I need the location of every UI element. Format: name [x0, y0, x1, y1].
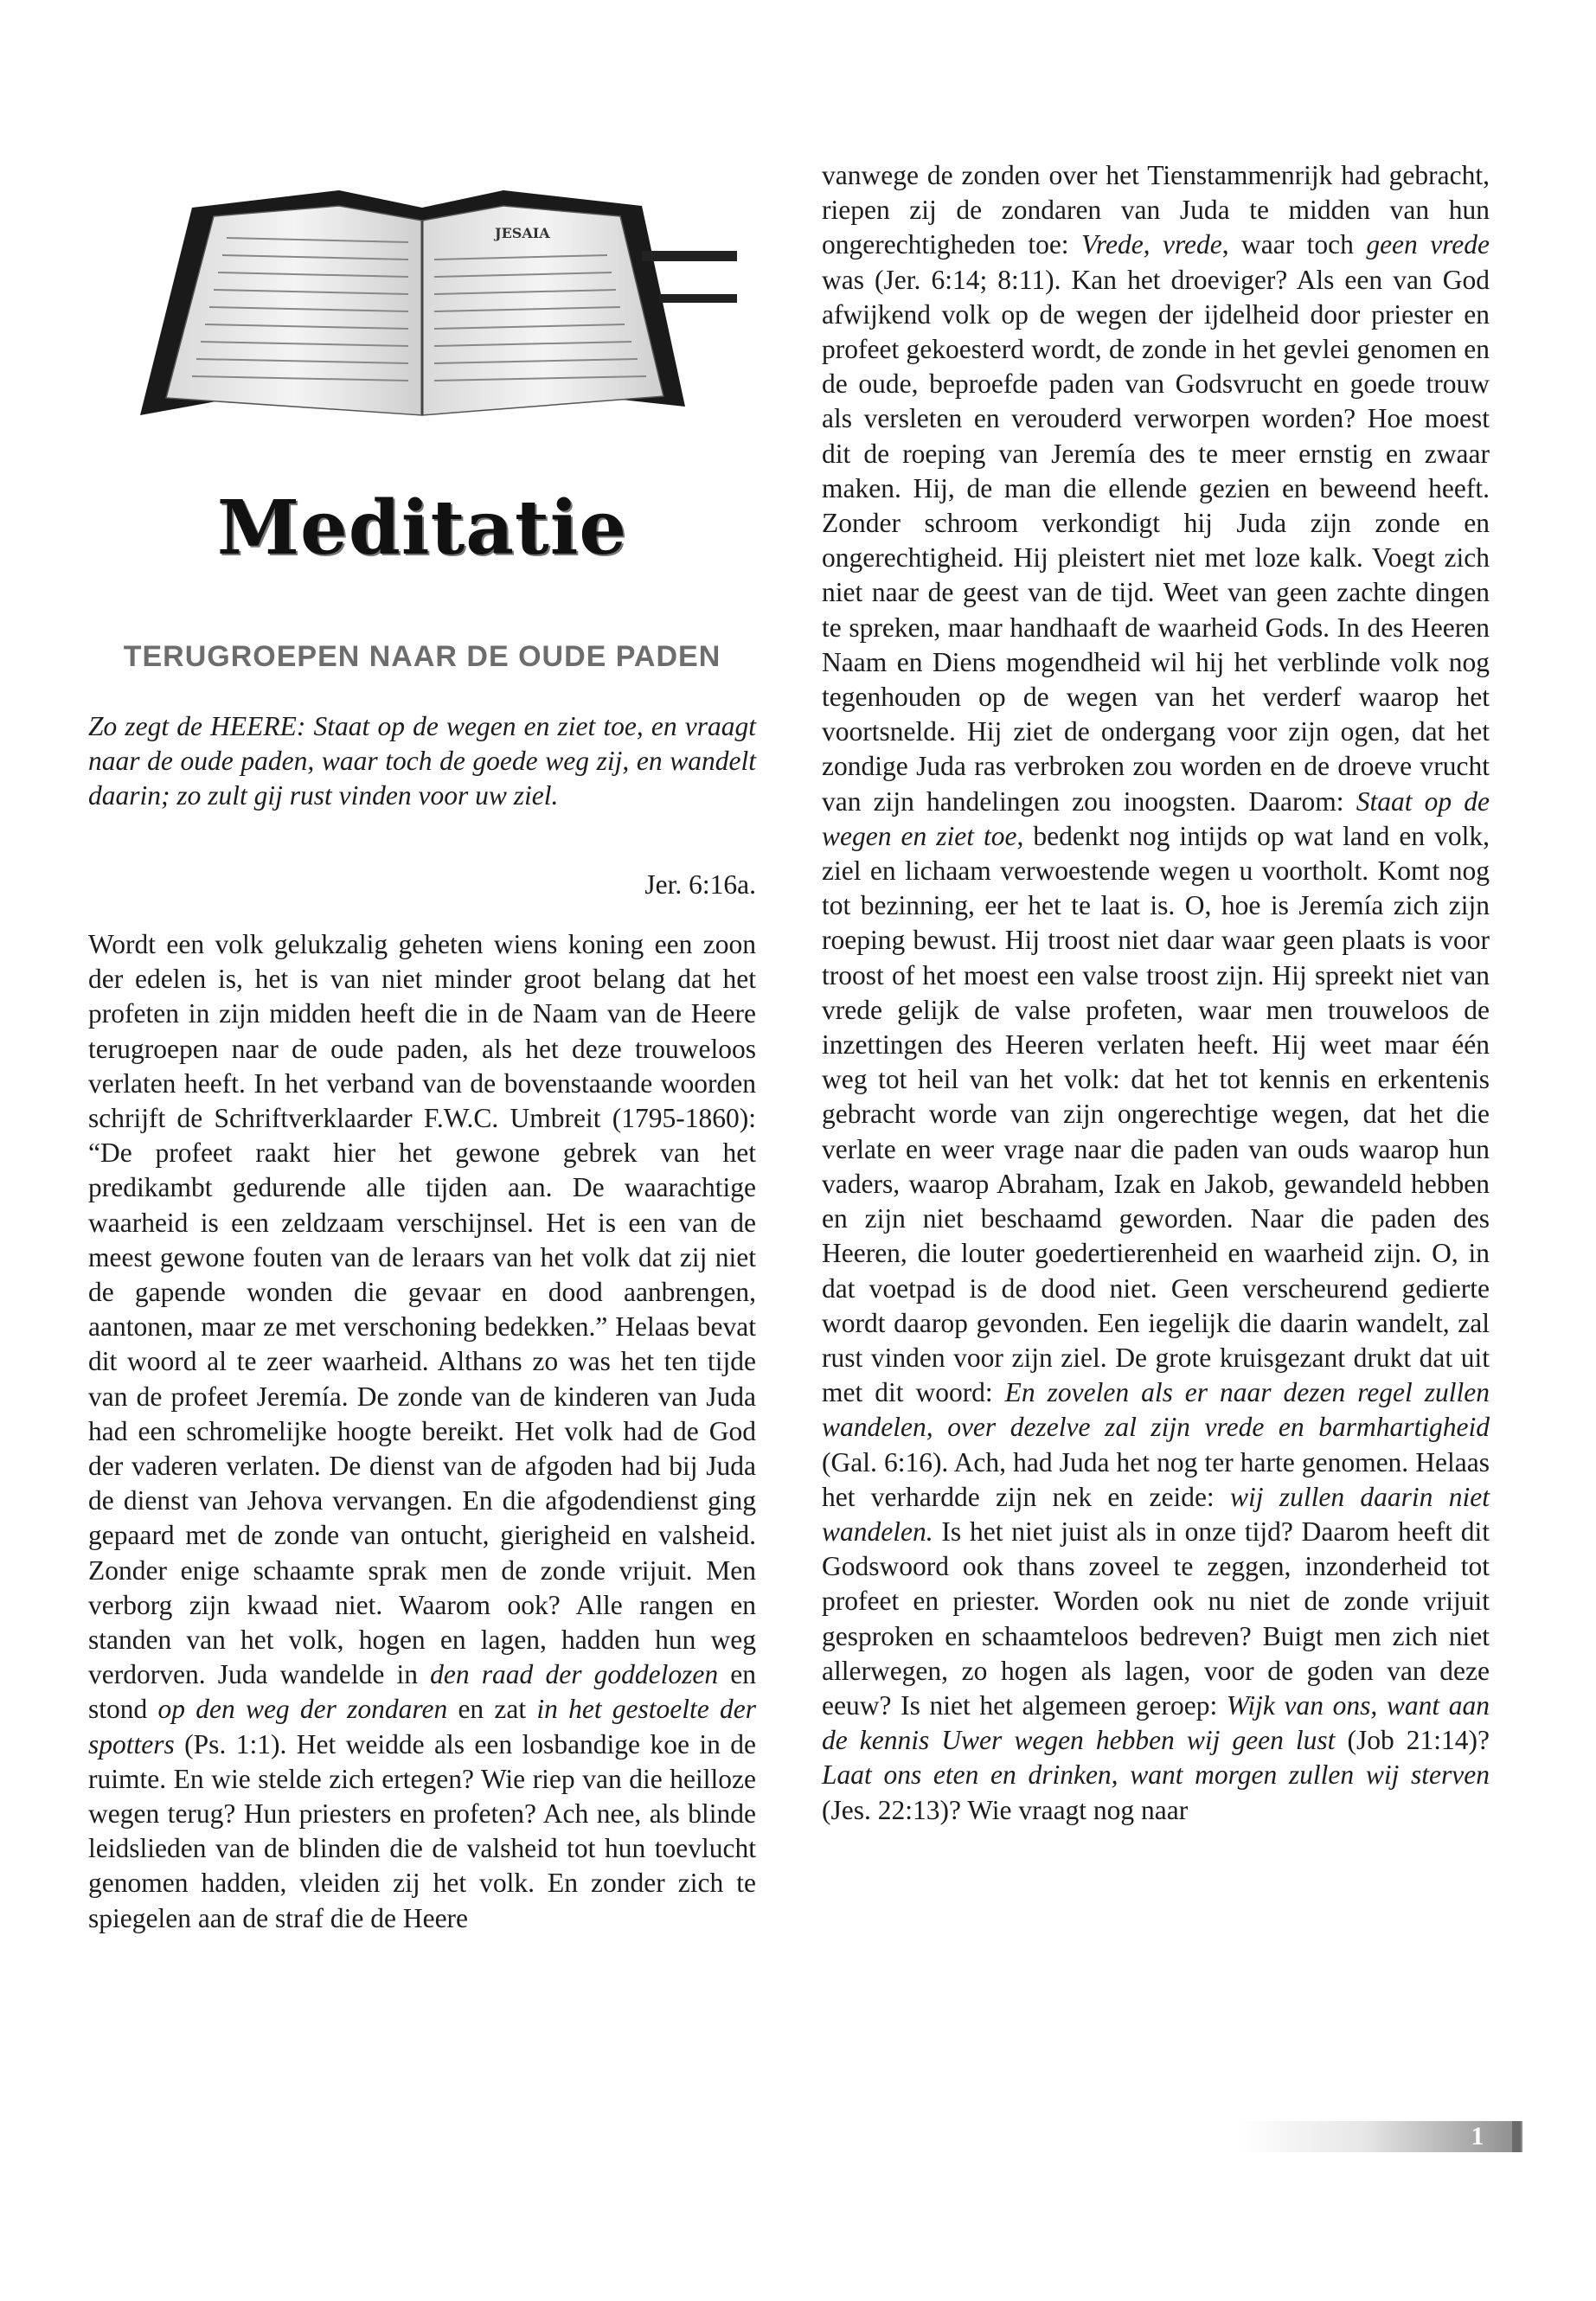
- article-heading: TERUGROEPEN NAAR DE OUDE PADEN: [123, 640, 721, 673]
- open-bible-icon: [88, 156, 756, 467]
- body-paragraph-right: [822, 158, 1490, 1828]
- text-span: , bedenkt nog intijds op wat land en volk, ziel en lichaam verwoestende wegen u voortholt. Komt nog tot bezinning, eer het te laat is. O, hoe is Jeremía zich zijn roeping bewust. Hij troost niet daar waar geen plaats is voor troost of het moest een valse troost zijn. Hij spreekt niet van vrede gelijk de valse profeten, waar men trouweloos de inzettingen des Heeren verlaten heeft. Hij weet maar één weg tot heil van het volk: dat het tot kennis en erkentenis gebracht worde van zijn ongerechtige wegen, dat het die verlate en weer vrage naar die paden van ouds waarop hun vaders, waarop Abraham, Izak en Jakob, gewandeld hebben en zijn niet beschaamd geworden. Naar die paden des Heeren, die louter goedertierenheid en waarheid zijn. O, in dat voetpad is de dood niet. Geen verscheurend gedierte wordt daarop gevonden. Een iegelijk die daarin wandelt, zal rust vinden voor zijn ziel. De grote kruisgezant drukt dat uit met dit woord:: [822, 820, 1490, 1408]
- open-bible-illustration: [88, 156, 756, 467]
- book-clasp-top: [642, 251, 737, 261]
- text-span: , waar toch: [1221, 229, 1367, 260]
- italic-quote-span: Staat op de wegen en ziet toe: [822, 785, 1490, 851]
- body-paragraph-left: [88, 927, 756, 1936]
- page-number: 1: [1471, 2122, 1484, 2150]
- masthead-title: Meditatie: [216, 484, 628, 572]
- italic-quote-span: Vrede, vrede: [1080, 229, 1222, 260]
- epigraph-quote: Zo zegt de HEERE: Staat op de wegen en ziet toe, en vraagt naar de oude paden, waar toch de goede weg zij, en wandelt daarin; zo zult gij rust vinden voor uw ziel.: [88, 711, 756, 811]
- text-span: en stond: [88, 1659, 757, 1725]
- text-span: (Job 21:14)?: [1335, 1725, 1490, 1756]
- text-span: Is het niet juist als in onze tijd? Daarom heeft dit Godswoord ook thans zoveel te zeggen, inzonderheid tot profeet en priester. Worden ook nu niet de zonde vrijuit gesproken en schaamteloos bedreven? Buigt men zich niet allerwegen, zo hogen als lagen, voor de goden van deze eeuw? Is niet het algemeen geroep:: [822, 1516, 1490, 1721]
- book-header-text: JESAIA: [495, 225, 550, 241]
- footer-tab: [1512, 2121, 1521, 2152]
- epigraph-reference: Jer. 6:16a.: [644, 869, 756, 900]
- body-text-left-column: [88, 927, 756, 1936]
- body-text-right-column: [822, 158, 1490, 1828]
- text-span: (Ps. 1:1). Het weidde als een losbandige koe in de ruimte. En wie stelde zich ertegen? Wie riep van die heilloze wegen terug? Hun priesters en profeten? Ach nee, als blinde leidslieden van de blinden die de valsheid tot hun toevlucht genomen hadden, vleiden zij het volk. En zonder zich te spiegelen aan de straf die de Heere: [88, 1728, 756, 1933]
- text-span: vanwege de zonden over het Tienstammenrijk had gebracht, riepen zij de zondaren van Juda te midden van hun ongerechtigheden toe:: [822, 160, 1490, 260]
- text-span: (Jes. 22:13)? Wie vraagt nog naar: [822, 1794, 1189, 1825]
- text-span: en zat: [447, 1694, 537, 1725]
- text-span: Wordt een volk gelukzalig geheten wiens koning een zoon der edelen is, het is van niet minder groot belang dat het profeten in zijn midden heeft die in de Naam van de Heere terugroepen naar de oude paden, als het deze trouweloos verlaten heeft. In het verband van de bovenstaande woorden schrijft de Schriftverklaarder F.W.C. Umbreit (1795-1860): “De profeet raakt hier het gewone gebrek van het predikambt gedurende alle tijden aan. De waarachtige waarheid is een zeldzaam verschijnsel. Het is een van de meest gewone fouten van de leraars van het volk dat zij niet de gapende wonden die gevaar en dood aanbrengen, aantonen, maar ze met verschoning bedekken.” Helaas bevat dit woord al te zeer waarheid. Althans zo was het ten tijde van de profeet Jeremía. De zonde van de kinderen van Juda had een schromelijke hoogte bereikt. Het volk had de God der vaderen verlaten. De dienst van de afgoden had bij Juda de dienst van Jehova vervangen. En die afgodendienst ging gepaard met de zonde van ontucht, gierigheid en valsheid. Zonder enige schaamte sprak men de zonde vrijuit. Men verborg zijn kwaad niet. Waarom ook? Alle rangen en standen van het volk, hogen en lagen, hadden hun weg verdorven. Juda wandelde in: [88, 929, 756, 1690]
- italic-quote-span: op den weg der zondaren: [157, 1694, 448, 1725]
- italic-quote-span: En zovelen als er naar dezen regel zullen wandelen, over dezelve zal zijn vrede en barmhartigheid: [822, 1377, 1490, 1443]
- italic-quote-span: Wijk van ons, want aan de kennis Uwer wegen hebben wij geen lust: [822, 1689, 1490, 1756]
- book-clasp-bottom: [659, 294, 737, 303]
- italic-quote-span: in het gestoelte der spotters: [88, 1694, 756, 1759]
- italic-quote-span: Laat ons eten en drinken, want morgen zullen wij sterven: [822, 1759, 1490, 1791]
- italic-quote-span: den raad der goddelozen: [430, 1659, 719, 1690]
- italic-quote-span: wij zullen daarin niet wandelen.: [822, 1481, 1490, 1547]
- italic-quote-span: geen vrede: [1366, 229, 1490, 260]
- text-span: (Gal. 6:16). Ach, had Juda het nog ter harte genomen. Helaas het verhardde zijn nek en zeide:: [822, 1446, 1490, 1512]
- text-span: was (Jer. 6:14; 8:11). Kan het droeviger? Als een van God afwijkend volk op de wegen der ijdelheid door priester en profeet gekoesterd wordt, de zonde in het gevlei genomen en de oude, beproefde paden van Godsvrucht en goede trouw als versleten en verouderd verworpen worden? Hoe moest dit de roeping van Jeremía des te meer ernstig en zwaar maken. Hij, de man die ellende gezien en beweend heeft. Zonder schroom verkondigt hij Juda zijn zonde en ongerechtigheid. Hij pleistert niet met loze kalk. Voegt zich niet naar de geest van de tijd. Weet van geen zachte dingen te spreken, maar handhaaft de waarheid Gods. In des Heeren Naam en Diens mogendheid wil hij het verblinde volk nog tegenhouden op de wegen van het verderf waarop het voortsnelde. Hij ziet de ondergang voor zijn ogen, dat het zondige Juda ras verbroken zou worden en de droeve vrucht van zijn handelingen zou inoogsten. Daarom:: [822, 264, 1490, 817]
